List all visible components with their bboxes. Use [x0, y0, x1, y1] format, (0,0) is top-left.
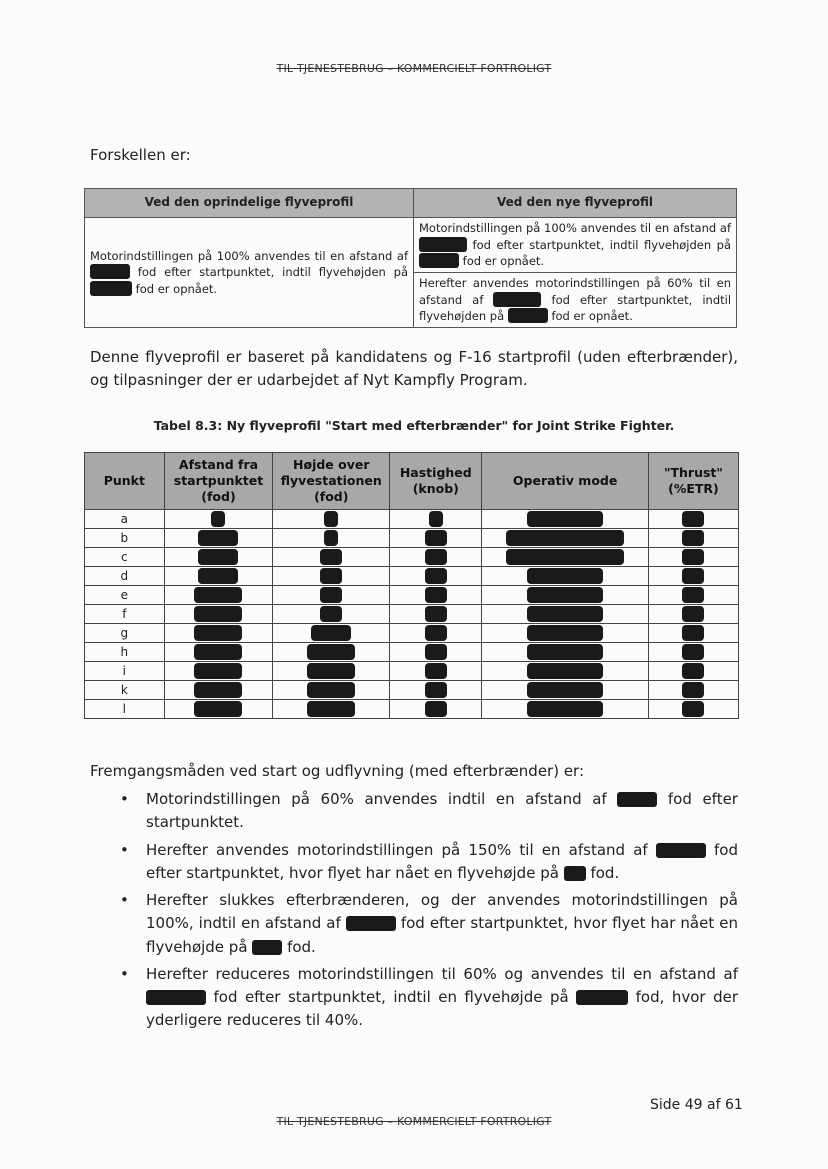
redaction-block: [527, 587, 603, 603]
redaction-block: [320, 549, 342, 565]
redaction-block: [682, 568, 704, 584]
table-caption: Tabel 8.3: Ny flyveprofil "Start med efterbrænder" for Joint Strike Fighter.: [153, 418, 675, 433]
redaction-block: [682, 625, 704, 641]
redaction-block: [617, 792, 657, 807]
redaction-block: [194, 644, 242, 660]
table-row: [85, 586, 739, 605]
redaction-block: [527, 644, 603, 660]
redaction-block: [252, 940, 282, 955]
redaction-block: [324, 530, 338, 546]
point-cell: i: [85, 662, 165, 681]
col-header-distance: Afstand fra startpunktet (fod): [164, 453, 273, 510]
redaction-block: [425, 625, 447, 641]
new2-text-b: fod efter startpunktet, indtil flyvehøjden på: [419, 292, 732, 324]
redaction-block: [146, 990, 206, 1005]
redaction-block: [682, 511, 704, 527]
procedure-title: Fremgangsmåden ved start og udflyvning (med efterbrænder) er:: [90, 762, 585, 780]
point-cell: b: [85, 529, 165, 548]
redaction-block: [425, 701, 447, 717]
redaction-block: [425, 606, 447, 622]
redaction-block: [506, 549, 624, 565]
list-item: • Motorindstillingen på 60% anvendes indtil en afstand af fod efter startpunktet.: [120, 788, 738, 835]
comparison-new-cell-1: [414, 218, 737, 273]
table-row: [85, 624, 739, 643]
redaction-block: [682, 549, 704, 565]
point-cell: l: [85, 700, 165, 719]
redaction-block: [198, 549, 238, 565]
redaction-block: [564, 866, 586, 881]
redaction-block: [419, 237, 467, 252]
redaction-block: [506, 530, 624, 546]
point-cell: a: [85, 510, 165, 529]
col-header-speed: Hastighed (knob): [390, 453, 482, 510]
redaction-block: [320, 568, 342, 584]
redaction-block: [194, 606, 242, 622]
list-item: • Herefter anvendes motorindstillingen på 150% til en afstand af fod efter startpunktet, hvor flyet har nået en flyvehøjde på fod.: [120, 839, 738, 886]
table-row: [85, 510, 739, 529]
redaction-block: [527, 511, 603, 527]
flight-profile-table: [84, 452, 739, 719]
comparison-table: [84, 188, 737, 328]
old-text-c: fod er opnået.: [135, 281, 218, 296]
redaction-block: [425, 587, 447, 603]
redaction-block: [682, 663, 704, 679]
redaction-block: [425, 682, 447, 698]
redaction-block: [194, 625, 242, 641]
redaction-block: [682, 701, 704, 717]
table-row: [85, 548, 739, 567]
comparison-new-cell-2: [414, 273, 737, 328]
point-cell: h: [85, 643, 165, 662]
redaction-block: [211, 511, 225, 527]
col-header-mode: Operativ mode: [482, 453, 649, 510]
point-cell: c: [85, 548, 165, 567]
point-cell: k: [85, 681, 165, 700]
redaction-block: [508, 308, 548, 323]
redaction-block: [320, 606, 342, 622]
comparison-header-new: Ved den nye flyveprofil: [414, 189, 737, 218]
point-cell: g: [85, 624, 165, 643]
redaction-block: [307, 663, 355, 679]
new1-text-a: Motorindstillingen på 100% anvendes til en afstand af: [419, 221, 731, 235]
redaction-block: [682, 606, 704, 622]
redaction-block: [425, 568, 447, 584]
table-row: [85, 567, 739, 586]
redaction-block: [324, 511, 338, 527]
new1-text-b: fod efter startpunktet, indtil flyvehøjden på: [472, 237, 732, 252]
redaction-block: [527, 682, 603, 698]
new1-text-c: fod er opnået.: [462, 254, 545, 269]
redaction-block: [527, 701, 603, 717]
redaction-block: [311, 625, 351, 641]
new2-text-a: Herefter anvendes motorindstillingen på 60% til en afstand af: [419, 276, 731, 307]
new2-text-c: fod er opnået.: [551, 309, 633, 324]
redaction-block: [425, 644, 447, 660]
col-header-point: Punkt: [85, 453, 165, 510]
redaction-block: [307, 682, 355, 698]
redaction-block: [682, 530, 704, 546]
procedure-list: [120, 788, 738, 1037]
table-row: [85, 681, 739, 700]
point-cell: d: [85, 567, 165, 586]
redaction-block: [425, 530, 447, 546]
redaction-block: [682, 682, 704, 698]
header-classification: TIL TJENESTEBRUG – KOMMERCIELT FORTROLIGT: [276, 62, 552, 75]
page-number: Side 49 af 61: [650, 1097, 743, 1113]
redaction-block: [425, 663, 447, 679]
redaction-block: [307, 644, 355, 660]
redaction-block: [682, 644, 704, 660]
redaction-block: [90, 281, 132, 296]
redaction-block: [307, 701, 355, 717]
redaction-block: [656, 843, 706, 858]
body-paragraph: Denne flyveprofil er baseret på kandidatens og F-16 startprofil (uden efterbrænder), og tilpasninger der er udarbejdet af Nyt Kampfly Program.: [90, 348, 738, 389]
redaction-block: [194, 587, 242, 603]
comparison-header-old: Ved den oprindelige flyveprofil: [85, 189, 414, 218]
redaction-block: [346, 916, 396, 931]
col-header-altitude: Højde over flyvestationen (fod): [273, 453, 390, 510]
table-row: [85, 605, 739, 624]
redaction-block: [527, 625, 603, 641]
redaction-block: [194, 682, 242, 698]
point-cell: e: [85, 586, 165, 605]
redaction-block: [527, 606, 603, 622]
comparison-old-cell: [85, 218, 414, 328]
redaction-block: [425, 549, 447, 565]
redaction-block: [320, 587, 342, 603]
col-header-thrust: "Thrust" (%ETR): [648, 453, 738, 510]
table-row: [85, 662, 739, 681]
old-text-a: Motorindstillingen på 100% anvendes til en afstand af: [90, 248, 408, 263]
redaction-block: [682, 587, 704, 603]
redaction-block: [527, 663, 603, 679]
old-text-b: fod efter startpunktet, indtil flyvehøjden på: [137, 265, 409, 280]
redaction-block: [576, 990, 628, 1005]
redaction-block: [194, 701, 242, 717]
point-cell: f: [85, 605, 165, 624]
table-row: [85, 643, 739, 662]
redaction-block: [198, 568, 238, 584]
list-item: • Herefter reduceres motorindstillingen til 60% og anvendes til en afstand af fod efter startpunktet, indtil en flyvehøjde på fod, hvor der yderligere reduceres til 40%.: [120, 963, 738, 1033]
redaction-block: [90, 264, 130, 279]
redaction-block: [493, 292, 541, 307]
list-item: • Herefter slukkes efterbrænderen, og der anvendes motorindstillingen på 100%, indtil en afstand af fod efter startpunktet, hvor flyet har nået en flyvehøjde på fod.: [120, 889, 738, 959]
redaction-block: [429, 511, 443, 527]
redaction-block: [527, 568, 603, 584]
table-row: [85, 700, 739, 719]
redaction-block: [194, 663, 242, 679]
redaction-block: [198, 530, 238, 546]
footer-classification: TIL TJENESTEBRUG – KOMMERCIELT FORTROLIGT: [276, 1115, 552, 1128]
redaction-block: [419, 253, 459, 268]
intro-text: Forskellen er:: [90, 146, 191, 164]
table-row: [85, 529, 739, 548]
